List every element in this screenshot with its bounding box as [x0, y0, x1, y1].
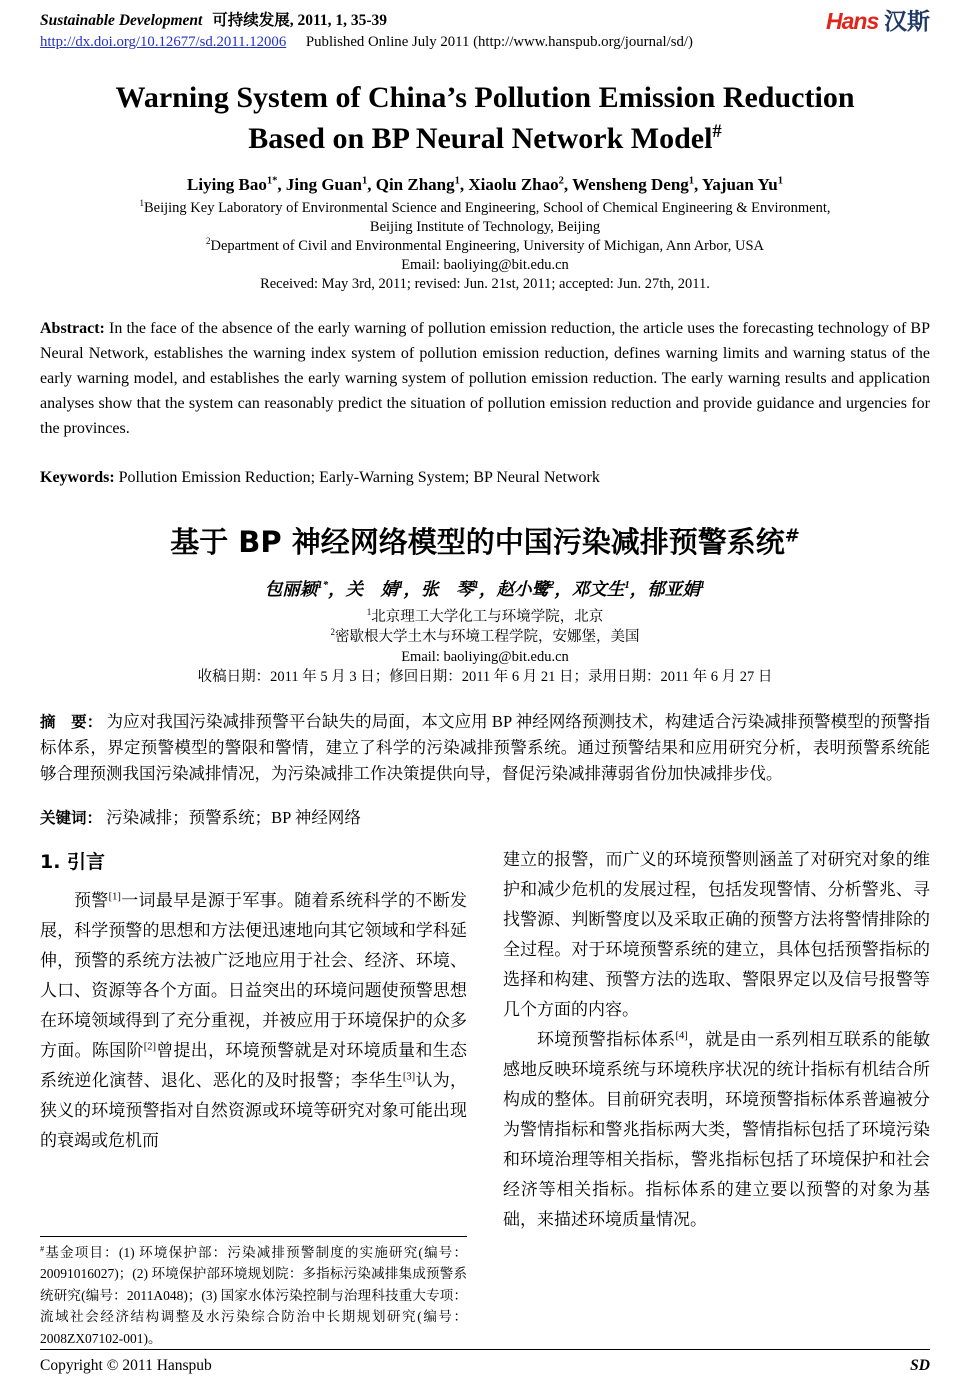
author-name: Xiaolu Zhao	[468, 174, 559, 194]
email-line	[40, 256, 930, 275]
page-header	[40, 8, 930, 51]
body-text: ，就是由一系列相互联系的能敏感地反映环境系统与环境秩序状况的统计指标有机结合所构成的整体。目前研究表明，环境预警指标体系普遍被分为警情指标和警兆指标两大类，警情指标包括了环境污染和环境治理等相关指标，警兆指标包括了环境保护和社会经济等相关指标。指标体系的建立要以预警的对象为基础，来描述环境质量情况。	[503, 1029, 931, 1229]
author-sep: ，	[629, 578, 648, 599]
funding-footnote	[40, 1236, 467, 1350]
author-sep: ，	[403, 578, 422, 599]
affiliations-en	[40, 199, 930, 294]
intro-paragraph-right-2	[503, 1025, 930, 1235]
affiliation-line	[40, 199, 930, 218]
affiliations-cn	[40, 607, 930, 687]
journal-title-en: Sustainable Development	[40, 12, 203, 29]
author-sep: ,	[563, 174, 573, 194]
keywords-text: Pollution Emission Reduction; Early-Warning System; BP Neural Network	[118, 468, 600, 486]
author-name-cn: 包丽颖	[264, 578, 318, 599]
affiliation-line	[40, 627, 930, 647]
intro-paragraph-right-1	[503, 845, 930, 1025]
published-line	[40, 34, 693, 51]
author-sup: 1	[454, 175, 460, 187]
paper-title-cn	[40, 520, 930, 561]
ref-marker: [2]	[143, 1041, 156, 1053]
title-footnote-marker: #	[712, 121, 722, 143]
body-text: 一词最早是源于军事。随着系统科学的不断发展，科学预警的思想和方法便迅速地向其它领域和学科延伸，预警的系统方法被广泛地应用于社会、经济、环境、人口、资源等各个方面。日益突出的环境问题使预警思想在环境领域得到了充分重视，并被应用于环境保护的众多方面。陈国阶	[40, 890, 468, 1060]
author-sup: 2	[558, 175, 564, 187]
author-name: Qin Zhang	[375, 174, 455, 194]
author-sup: 1	[398, 578, 404, 591]
abstract-en	[40, 316, 930, 441]
author-sep: ,	[694, 174, 702, 194]
intro-paragraph-left	[40, 886, 467, 1156]
journal-abbreviation: SD	[910, 1357, 930, 1374]
paper-title-cn-text: 基于 BP 神经网络模型的中国污染减排预警系统	[170, 524, 785, 559]
body-text: 认为，狭义的环境预警指对自然资源或环境等研究对象可能出现的衰竭或危机而	[40, 1070, 468, 1150]
author-sep: ，	[478, 578, 497, 599]
affiliation-text: 北京理工大学化工与环境学院，北京	[371, 608, 604, 625]
author-name-cn: 邓文生	[571, 578, 625, 599]
received-text: Received: May 3rd, 2011; revised: Jun. 21st, 2011; accepted: Jun. 27th, 2011.	[260, 275, 710, 292]
authors-line-en	[40, 175, 930, 195]
affiliation-text: 密歇根大学土木与环境工程学院，安娜堡，美国	[335, 628, 640, 645]
affiliation-sup: 1	[366, 606, 372, 617]
paper-title-en	[95, 77, 875, 160]
author-sup: 1	[777, 175, 783, 187]
affiliation-line	[40, 607, 930, 627]
email-line	[40, 647, 930, 667]
body-text: 环境预警指标体系	[537, 1029, 676, 1049]
affiliation-sup: 2	[205, 235, 211, 246]
author-sep: ,	[459, 174, 469, 194]
author-name-cn: 赵小鹭	[496, 578, 549, 599]
keywords-cn-label: 关键词：	[40, 808, 103, 827]
title-cn-footnote-marker: #	[784, 525, 800, 547]
author-sup: 1*	[317, 578, 329, 591]
author-sep: ,	[367, 174, 376, 194]
received-line	[40, 275, 930, 294]
author-name: Yajuan Yu	[701, 174, 778, 194]
copyright-text: Copyright © 2011 Hanspub	[40, 1357, 212, 1374]
right-column	[503, 843, 930, 1349]
affiliation-text: Beijing Key Laboratory of Environmental Science and Engineering, School of Chemical Engineering & Environment,	[143, 199, 831, 216]
keywords-en	[40, 465, 930, 490]
author-sup: 1	[624, 578, 630, 591]
hans-logo-latin: Hans	[826, 8, 879, 34]
author-sup: 1	[473, 578, 479, 591]
abstract-cn-label: 摘 要：	[40, 712, 103, 731]
body-text: 曾提出，环境预警就是对环境质量和生态系统逆化演替、退化、恶化的及时报警；李华生	[40, 1040, 468, 1090]
keywords-cn	[40, 805, 930, 831]
section-1-heading: 1. 引言	[40, 850, 106, 873]
author-sep: ，	[554, 578, 572, 599]
affiliation-line	[40, 218, 930, 237]
author-sup: 1	[361, 175, 368, 187]
journal-title-cn: 可持续发展, 2011, 1, 35-39	[212, 12, 388, 29]
published-text: Published Online July 2011 (http://www.hanspub.org/journal/sd/)	[305, 34, 693, 50]
hans-logo-chinese: 汉斯	[884, 9, 930, 35]
affiliation-line	[40, 237, 930, 256]
abstract-text: In the face of the absence of the early warning of pollution emission reduction, the article uses the forecasting technology of BP Neural Network, establishes the warning index system of pollution emission reduction, defines warning limits and warning status of the early warning model, and establishes the early warning system of pollution emission reduction. The early warning results and application analyses show that the system can reasonably predict the situation of pollution emission reduction and provide guidance and urgencies for the provinces.	[40, 319, 931, 437]
abstract-label: Abstract:	[40, 319, 105, 337]
author-sup: 1*	[266, 175, 278, 187]
dates-text: 收稿日期：2011 年 5 月 3 日；修回日期：2011 年 6 月 21 日；录用日期：2011 年 6 月 27 日	[197, 668, 773, 685]
header-left	[40, 8, 693, 51]
author-name: Liying Bao	[187, 174, 267, 194]
author-sup: 2	[548, 578, 555, 591]
author-name-cn: 关 婧	[345, 578, 399, 599]
footnote-text: 基金项目：(1) 环境保护部：污染减排预警制度的实施研究(编号：20091016027)；(2) 环境保护部环境规划院：多指标污染减排集成预警系统研究(编号：2011A048)；(3) 国家水体污染控制与治理科技重大专项：流域社会经济结构调整及水污染综合防治中长期规划研究(编号：2008ZX07102-001)。	[40, 1244, 467, 1346]
ref-marker: [3]	[402, 1071, 416, 1083]
author-name: Jing Guan	[285, 174, 362, 194]
author-sup: 1	[699, 578, 706, 591]
author-name: Wensheng Deng	[572, 174, 689, 194]
affiliation-sup: 2	[330, 626, 335, 637]
footnote-marker: #	[40, 1244, 45, 1253]
author-sup: 1	[688, 175, 695, 187]
affiliation-sup: 1	[139, 197, 144, 208]
keywords-cn-text: 污染减排；预警系统；BP 神经网络	[106, 807, 361, 827]
body-text: 预警	[74, 890, 109, 910]
ref-marker: [1]	[108, 891, 121, 903]
dates-line	[40, 667, 930, 687]
author-sep: ，	[328, 578, 346, 599]
affiliation-text: Department of Civil and Environmental Engineering, University of Michigan, Ann Arbor, USA	[210, 237, 765, 254]
body-text: 建立的报警，而广义的环境预警则涵盖了对研究对象的维护和减少危机的发展过程，包括发现警情、分析警兆、寻找警源、判断警度以及采取正确的预警方法将警情排除的全过程。对于环境预警系统的建立，具体包括预警指标的选择和构建、预警方法的选取、警限界定以及信号报警等几个方面的内容。	[503, 849, 930, 1019]
affiliation-text: Beijing Institute of Technology, Beijing	[369, 218, 601, 235]
keywords-label: Keywords:	[40, 468, 115, 486]
authors-line-cn	[40, 576, 930, 601]
author-sep: ,	[277, 174, 286, 194]
hans-logo	[826, 10, 930, 34]
journal-line	[40, 8, 693, 30]
author-name-cn: 郁亚娟	[647, 578, 700, 599]
page-footer	[40, 1349, 930, 1375]
email-text: Email: baoliying@bit.edu.cn	[401, 256, 569, 273]
email-text: Email: baoliying@bit.edu.cn	[401, 648, 569, 665]
paper-title-text: Warning System of China’s Pollution Emission Reduction Based on BP Neural Network Model	[115, 81, 855, 156]
abstract-cn-text: 为应对我国污染减排预警平台缺失的局面，本文应用 BP 神经网络预测技术，构建适合污染减排预警模型的预警指标体系，界定预警模型的警限和警情，建立了科学的污染减排预警系统。通过预警结果和应用研究分析，表明预警系统能够合理预测我国污染减排情况，为污染减排工作决策提供向导，督促污染减排薄弱省份加快减排步伐。	[40, 711, 930, 783]
doi-link[interactable]: http://dx.doi.org/10.12677/sd.2011.12006	[40, 34, 287, 50]
body-columns	[40, 843, 930, 1349]
author-name-cn: 张 琴	[421, 578, 474, 599]
abstract-cn	[40, 709, 930, 787]
left-column	[40, 843, 467, 1349]
ref-marker: [4]	[675, 1030, 688, 1042]
